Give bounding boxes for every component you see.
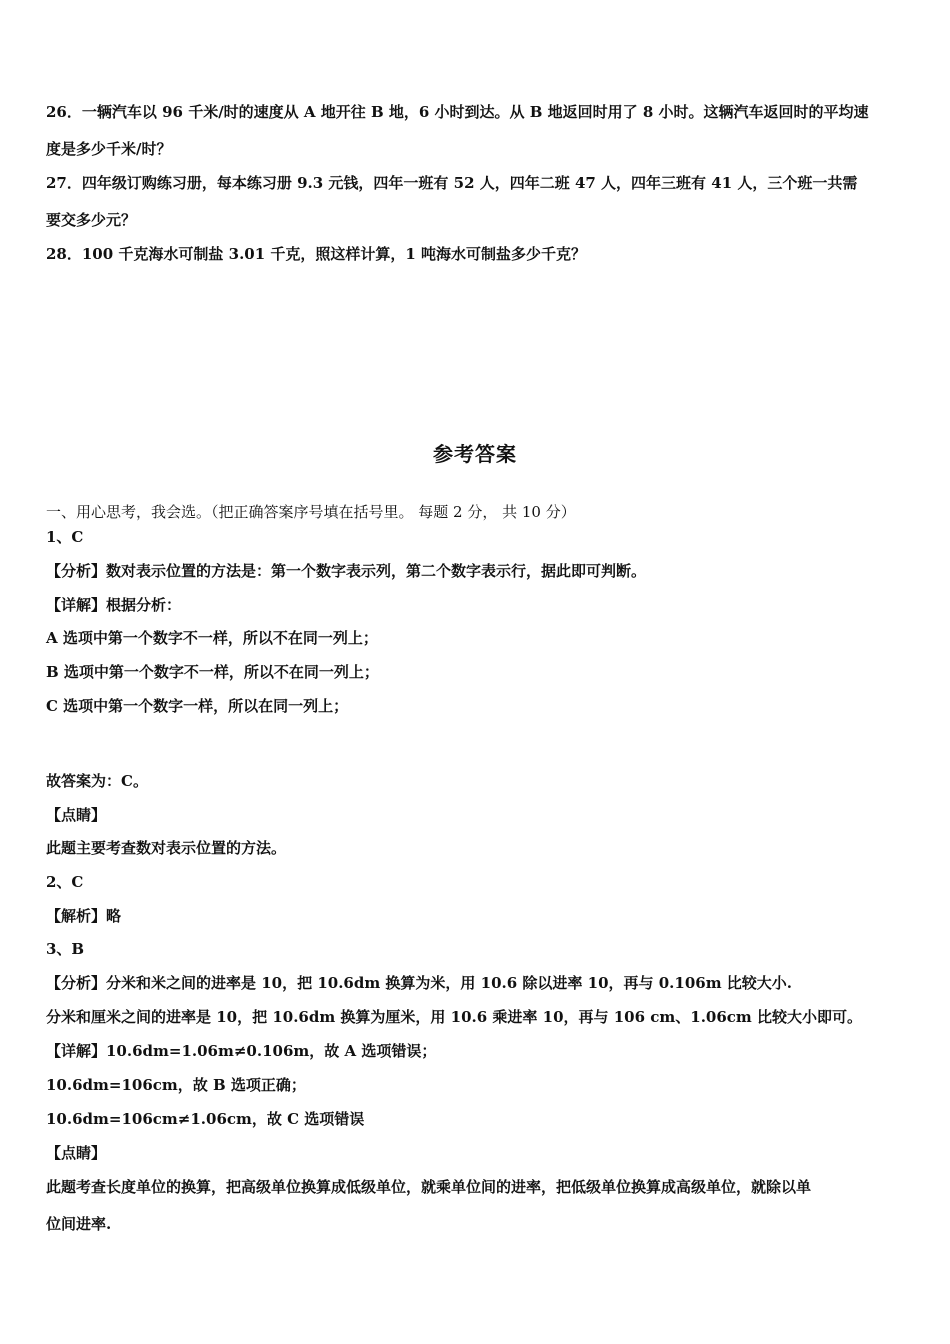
question-26-line-2: 度是多少千米/时？ — [46, 140, 172, 158]
answer-3-tip-line-1: 此题考查长度单位的换算，把高级单位换算成低级单位，就乘单位间的进率，把低级单位换算成高级单位，就除以单 — [46, 1178, 812, 1196]
answer-1-detail-b: B 选项中第一个数字不一样，所以不在同一列上； — [46, 663, 379, 681]
answer-3-label: 3、B — [46, 940, 85, 958]
answer-3-analysis-2: 分米和厘米之间的进率是 10，把 10.6dm 换算为厘米，用 10.6 乘进率 10，再与 106 cm、1.06cm 比较大小即可。 — [46, 1008, 863, 1026]
question-28-line-1: 28．100 千克海水可制盐 3.01 千克，照这样计算，1 吨海水可制盐多少千克？ — [46, 245, 587, 263]
answer-3-analysis-1: 【分析】分米和米之间的进率是 10，把 10.6dm 换算为米，用 10.6 除以进率 10，再与 0.106m 比较大小. — [46, 974, 793, 992]
answer-3-detail-3: 10.6dm=106cm≠1.06cm，故 C 选项错误 — [46, 1110, 365, 1128]
answer-1-detail-c: C 选项中第一个数字一样，所以在同一列上； — [46, 697, 349, 715]
answer-1-analysis: 【分析】数对表示位置的方法是：第一个数字表示列，第二个数字表示行，据此即可判断。 — [46, 562, 647, 580]
answer-2-label: 2、C — [46, 873, 84, 891]
answers-title: 参考答案 — [433, 442, 517, 466]
answer-1-conclusion: 故答案为：C。 — [46, 772, 148, 790]
answer-3-detail-2: 10.6dm=106cm，故 B 选项正确； — [46, 1076, 306, 1094]
section-heading: 一、用心思考，我会选。（把正确答案序号填在括号里。 每题 2 分， 共 10 分） — [46, 503, 576, 521]
question-27-line-2: 要交多少元？ — [46, 211, 137, 229]
answer-3-tip-head: 【点睛】 — [46, 1144, 107, 1162]
question-27-line-1: 27．四年级订购练习册，每本练习册 9.3 元钱，四年一班有 52 人，四年二班 47 人，四年三班有 41 人，三个班一共需 — [46, 174, 858, 192]
answer-2-analysis: 【解析】略 — [46, 907, 122, 925]
answer-1-tip: 此题主要考查数对表示位置的方法。 — [46, 839, 287, 857]
answer-1-tip-head: 【点睛】 — [46, 806, 107, 824]
answer-3-detail-1: 【详解】10.6dm=1.06m≠0.106m，故 A 选项错误； — [46, 1042, 437, 1060]
question-26-line-1: 26．一辆汽车以 96 千米/时的速度从 A 地开往 B 地，6 小时到达。从 B 地返回时用了 8 小时。这辆汽车返回时的平均速 — [46, 103, 869, 121]
answer-1-detail-a: A 选项中第一个数字不一样，所以不在同一列上； — [46, 629, 378, 647]
answer-1-label: 1、C — [46, 528, 84, 546]
answer-1-detail-head: 【详解】根据分析： — [46, 596, 182, 614]
answer-3-tip-line-2: 位间进率. — [46, 1215, 112, 1233]
